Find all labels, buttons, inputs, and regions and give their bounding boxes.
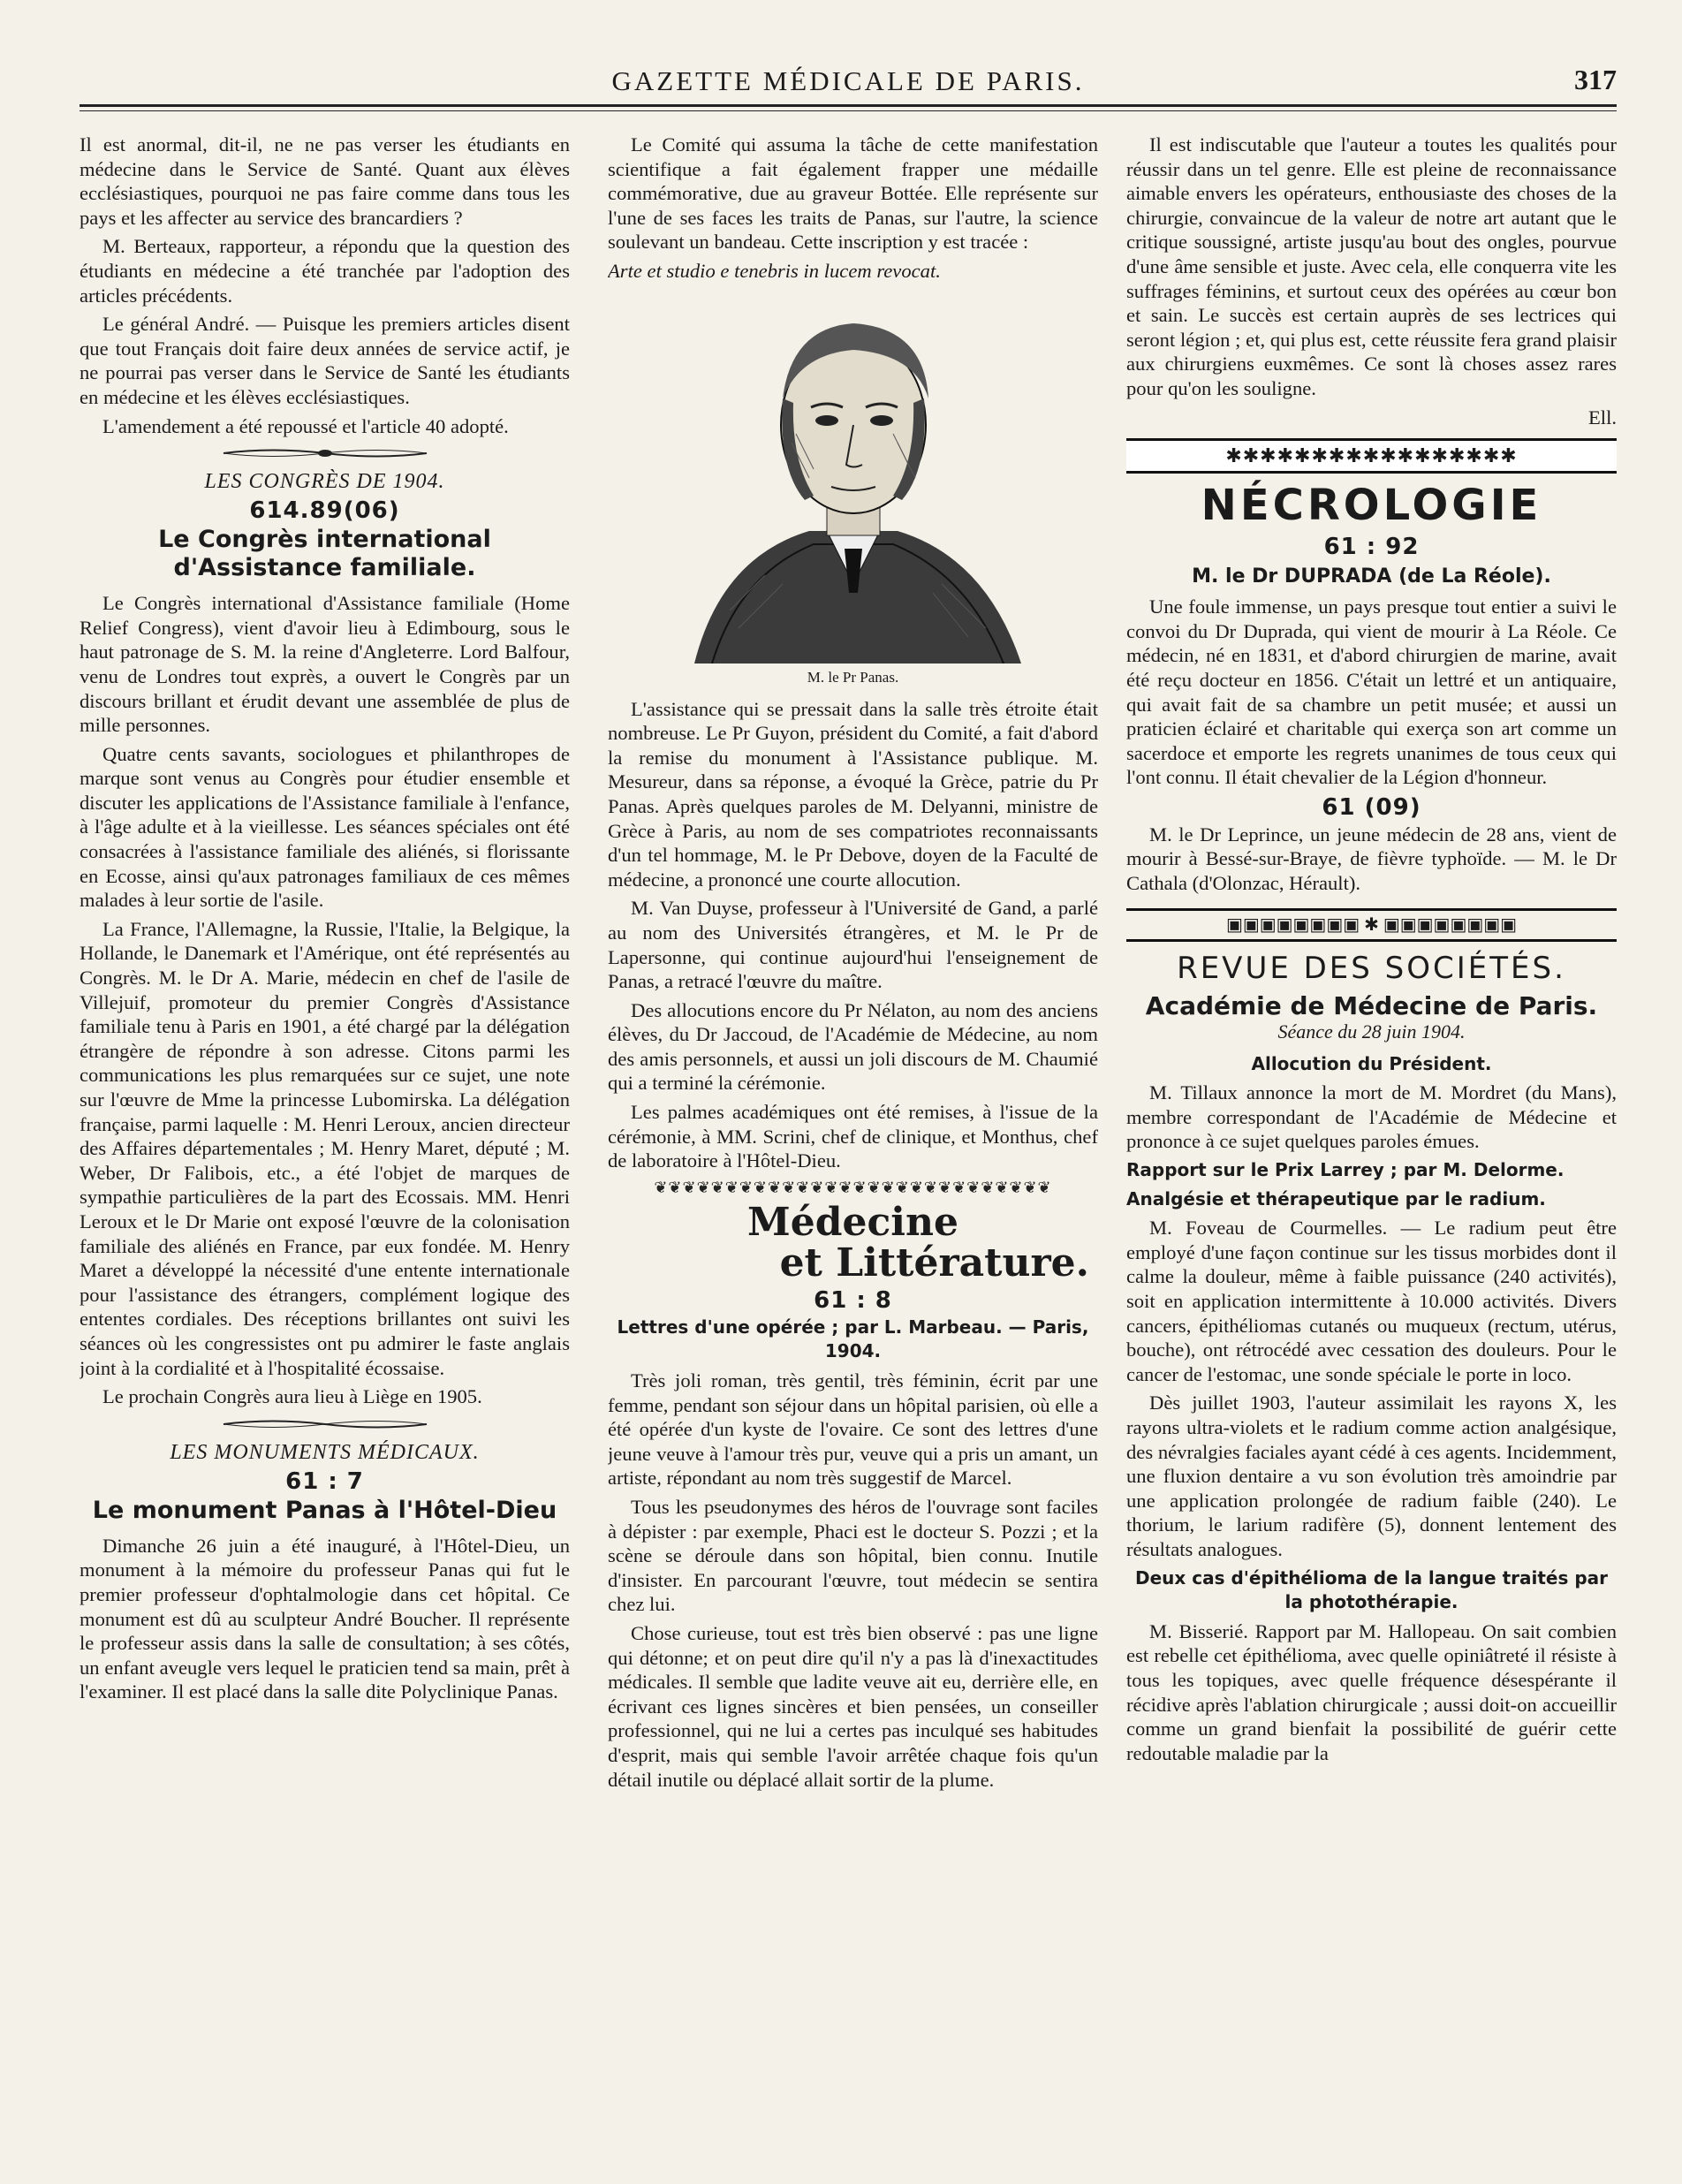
paragraph: Les palmes académiques ont été remises, à l'issue de la cérémonie, à MM. Scrini, chef de clinique, et Monthus, chef de laboratoire à l'Hôtel-Dieu. [608,1101,1098,1172]
section-title-continued: et Littérature. [779,1240,1089,1285]
subheading: Deux cas d'épithélioma de la langue traités par la photothérapie. [1134,1566,1609,1613]
signature: Ell. [1587,406,1617,428]
column-right [1126,133,1617,2165]
paragraph: M. Berteaux, rapporteur, a répondu que la question des étudiants en médecine a été tranchée par l'adoption des articles précédents. [80,235,570,307]
ornament-band: ✱✱✱✱✱✱✱✱✱✱✱✱✱✱✱✱✱ [1126,438,1617,474]
ornament-divider [219,1418,431,1430]
paragraph: Le Congrès international d'Assistance familiale (Home Relief Congress), vient d'avoir lieu à Edimbourg, sous le haut patronage de S. M. la reine d'Angleterre. Lord Balfour, venu de Londres tout exprès, a ouvert le Congrès par un discours brillant et érudit devant une assemblée de plus de mille personnes. [80,592,570,737]
paragraph: Quatre cents savants, sociologues et philanthropes de marque sont venus au Congrès pour étudier ensemble et discuter les applications de l'Assistance familiale à l'enfance, à l'âge adulte et à la vieillesse. Les séances spéciales ont été consacrées à l'assistance familiale des aliénés, si florissante en Ecosse, ainsi qu'aux patronages familiaux de ces mêmes malades à leur sortie de l'asile. [80,742,570,912]
article-title: Le monument Panas à l'Hôtel-Dieu [92,1496,557,1524]
ornament-band: ❦❦❦❦❦❦❦❦❦❦❦❦❦❦❦❦❦❦❦❦❦❦❦❦❦❦❦❦ [654,1178,1052,1196]
paragraph: M. Van Duyse, professeur à l'Université de Gand, a parlé au nom des Universités étrangères, et M. le Pr de Lapersonne, qui continue aujourd'hui l'enseignement de Panas, a retracé l'œuvre du maître. [608,897,1098,993]
section-title: Médecine [747,1199,958,1245]
paragraph: Dimanche 26 juin a été inauguré, à l'Hôtel-Dieu, un monument à la mémoire du professeur Panas qui fut le premier professeur d'ophtalmologie dans cet hôpital. Ce monument est dû au sculpteur André Boucher. Il représente le professeur assis dans la salle de consultation; à ses côtés, un enfant aveugle vers lequel le praticien tend sa main, prêt à l'examiner. Il est placé dans la salle dite Polyclinique Panas. [80,1534,570,1703]
paragraph: M. Bisserié. Rapport par M. Hallopeau. On sait combien est rebelle cet épithélioma, avec quelle opiniâtreté il résiste à tous les topiques, avec quelle fréquence désespérante il récidive après l'ablation chirurgicale ; aussi doit-on accueillir comme un grand bienfait la possibilité de guérir cette redoutable maladie par la [1126,1619,1617,1764]
article-title: Le Congrès international d'Assistance familiale. [158,526,491,582]
session-date: Séance du 28 juin 1904. [1277,1020,1466,1043]
section-title: REVUE DES SOCIÉTÉS. [1177,950,1566,986]
ornament-divider [219,447,431,459]
paragraph: L'amendement a été repoussé et l'article 40 adopté. [102,414,509,437]
page-number: 317 [1574,64,1617,95]
subheading: Rapport sur le Prix Larrey ; par M. Delorme. [1126,1159,1565,1181]
header-rule [80,104,1617,107]
classification-number: 61 : 92 [1323,534,1420,561]
society-name: Académie de Médecine de Paris. [1145,990,1598,1020]
motto: Arte et studio e tenebris in lucem revocat. [608,259,941,282]
obituary-name: M. le Dr DUPRADA (de La Réole). [1192,565,1551,588]
paragraph: Le prochain Congrès aura lieu à Liège en 1905. [102,1385,482,1408]
paragraph: M. le Dr Leprince, un jeune médecin de 28 ans, vient de mourir à Bessé-sur-Braye, de fièvre typhoïde. — M. le Dr Cathala (d'Olonzac, Hérault). [1126,823,1617,895]
classification-number: 61 : 8 [814,1286,892,1314]
section-heading: LES CONGRÈS DE 1904. [204,470,445,494]
section-heading: LES MONUMENTS MÉDICAUX. [170,1440,480,1464]
page-header [80,62,1617,115]
subheading: Analgésie et thérapeutique par le radium. [1126,1187,1546,1210]
paragraph: Il est indiscutable que l'auteur a toutes les qualités pour réussir dans un tel genre. Elle est pleine de reconnaissance aimable envers les opérateurs, enthousiaste des choses de la chirurgie, convaincue de la valeur de notre art autant que le critique soussigné, artiste jusqu'au bout des ongles, pourvue d'une âme sensible et juste. Avec cela, elle conquerra vite les suffrages féminins, et surtout ceux des opérées au cœur bon et sain. Le succès est certain auprès de ses lectrices qui seront légion ; et, qui plus est, cette réussite fera grand plaisir aux chirurgiens euxmêmes. Ce sont là choses assez rares pour qu'on les souligne. [1126,133,1617,399]
column-middle [608,133,1098,2165]
portrait-caption: M. le Pr Panas. [807,668,899,686]
paragraph: Tous les pseudonymes des héros de l'ouvrage sont faciles à dépister : par exemple, Phaci est le docteur S. Pozzi ; et la scène se déroule dans son hôpital, bien connu. Inutile d'insister. En parcourant l'œuvre, tout médecin se sentira chez lui. [608,1496,1098,1616]
paragraph: Dès juillet 1903, l'auteur assimilait les rayons X, les rayons ultra-violets et le radium comme action analgésique, des névralgies faciales ayant cédé à ces agents. Incidemment, une fluxion dentaire a vu son évolution très amoindrie par une application prolongée de radium faible (240). Le thorium, le larium radifère (5), donnent lentement des résultats analogues. [1126,1392,1617,1560]
paragraph: Une foule immense, un pays presque tout entier a suivi le convoi du Dr Duprada, qui vient de mourir à La Réole. Ce médecin, né en 1831, et d'abord chirurgien de marine, avait été reçu docteur en 1856. C'était un lettré et un antiquaire, qui avait fait de sa chambre un petit musée; et aussi un praticien éclairé et charitable qui exerça son art comme un sacerdoce et emporte les regrets unanimes de tous ceux qui l'ont connu. Il était chevalier de la Légion d'honneur. [1126,595,1617,789]
paragraph: La France, l'Allemagne, la Russie, l'Italie, la Belgique, la Hollande, le Danemark et l'Amérique, ont été représentés au Congrès. M. le Dr A. Marie, médecin en chef de l'asile de Villejuif, promoteur du premier Congrès d'Assistance familiale tenu à Paris en 1901, a été chargé par la délégation étrangère de répondre à son adresse. Citons parmi les communications les plus remarquées sur ce sujet, une note sur l'œuvre de Mme la princesse Lubomirska. La délégation française, parmi laquelle : M. Henri Leroux, ancien directeur des Affaires départementales ; M. Henry Maret, député ; M. Weber, Dr Falibois, etc., a été l'objet de marques de sympathie particulières de la part des Ecossais. MM. Henri Leroux et le Dr Marie ont exposé l'œuvre de la colonisation familiale des aliénés en France, par eux fondée. M. Henry Maret a développé la nécessité d'une entente internationale pour l'assistance des étrangers, complément logique des ententes cordiales. Des réceptions brillantes ont suivi les séances où les congressistes ont pu admirer le faste anglais joint à la cordialité et à l'hospitalité écossaise. [80,917,570,1379]
classification-number: 614.89(06) [249,497,400,525]
paragraph: M. Foveau de Courmelles. — Le radium peut être employé d'une façon continue sur les tissus morbides dont il calme la douleur, même à faible puissance (240 activités), soit en application intermittente à 10.000 activités. Divers cancers, épithéliomas cutanés ou muqueux (rectum, utérus, bouche), ont rétrocédé avec cessation des douleurs. Pour le cancer de l'estomac, une sonde spéciale le porte in loco. [1126,1217,1617,1385]
paragraph: Des allocutions encore du Pr Nélaton, au nom des anciens élèves, du Dr Jaccoud, de l'Académie de Médecine, au nom des amis personnels, et aussi un joli discours de M. Chaumié qui a terminé la cérémonie. [608,998,1098,1095]
paragraph: Chose curieuse, tout est très bien observé : pas une ligne qui détonne; et on peut dire qu'il n'y a pas là d'inexactitudes médicales. Il semble que ladite veuve ait eu, derrière elle, en écrivant ces lignes sincères et bien pensées, un conseiller professionnel, qui ne lui a certes pas inculqué ses habitudes d'esprit, mais qui semble l'avoir arrêtée chaque fois qu'un détail inutile ou déplacé allait sortir de la plume. [608,1621,1098,1791]
ornament-band: ▣▣▣▣▣▣▣▣ ✱ ▣▣▣▣▣▣▣▣ [1126,908,1617,942]
paragraph: M. Tillaux annonce la mort de M. Mordret (du Mans), membre correspondant de l'Académie de Médecine et prononce à ce sujet quelques paroles émues. [1126,1081,1617,1153]
portrait-engraving [659,292,1048,664]
paragraph: Il est anormal, dit-il, ne ne pas verser les étudiants en médecine dans le Service de Santé. Quant aux élèves ecclésiastiques, pourquoi ne pas faire comme dans tous les pays et les affecter au service des brancardiers ? [80,133,570,229]
subheading: Allocution du Président. [1251,1052,1492,1074]
book-reference: Lettres d'une opérée ; par L. Marbeau. — Paris, 1904. [617,1316,1089,1362]
paragraph: Très joli roman, très gentil, très féminin, écrit par une femme, pendant son séjour dans un hôpital parisien, où elle a été opérée d'un kyste de l'ovaire. Ce sont des lettres d'une jeune veuve à l'amour très pur, veuve qui a pris un amant, un artiste, répondant au nom très suggestif de Marcel. [608,1369,1098,1490]
paragraph: Le Comité qui assuma la tâche de cette manifestation scientifique a fait également frapper une médaille commémorative, due au graveur Bottée. Elle représente sur l'une de ses faces les traits de Panas, sur l'autre, la science soulevant un bandeau. Cette inscription y est tracée : [608,133,1098,254]
column-left [80,133,570,2165]
header-rule-thin [80,110,1617,111]
classification-number: 61 : 7 [285,1467,364,1495]
journal-title: GAZETTE MÉDICALE DE PARIS. [611,65,1085,96]
classification-number: 61 (09) [1322,793,1421,821]
section-title: NÉCROLOGIE [1201,481,1542,531]
paragraph: L'assistance qui se pressait dans la salle très étroite était nombreuse. Le Pr Guyon, président du Comité, a fait d'abord la remise du monument à l'Assistance publique. M. Mesureur, dans sa réponse, a évoqué la Grèce, patrie du Pr Panas. Après quelques paroles de M. Delyanni, ministre de Grèce à Paris, au nom de ses compatriotes reconnaissants d'un tel hommage, M. le Pr Debove, doyen de la Faculté de médecine, a prononcé une courte allocution. [608,697,1098,891]
paragraph: Le général André. — Puisque les premiers articles disent que tout Français doit faire deux années de service actif, je ne pourrai pas verser dans le Service de Santé les étudiants en médecine et les élèves ecclésiastiques. [80,313,570,408]
